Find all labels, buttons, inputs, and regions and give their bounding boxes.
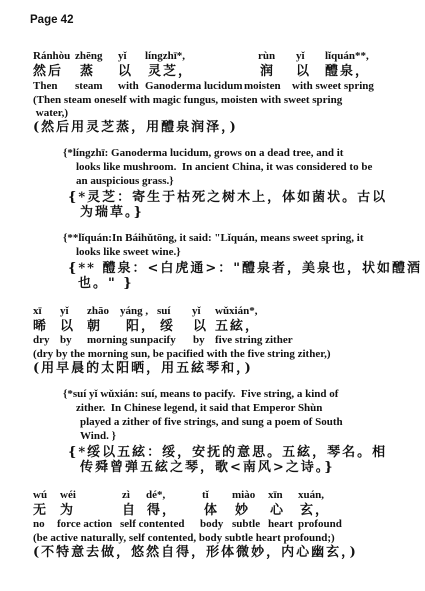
- verse-3-translation: (be active naturally, self contented, body subtle heart profound;): [33, 532, 335, 544]
- gloss-word: five string zither: [215, 334, 293, 346]
- gloss-word: morning sun: [87, 334, 147, 346]
- gloss-word: dry: [33, 334, 50, 346]
- note-1-chinese: {*灵芝：寄生于枯死之树木上，体如菌状。古以: [68, 190, 388, 205]
- verse-2-paraphrase: (用早晨的太阳晒，用五絃琴和，): [33, 361, 253, 376]
- pinyin-word: yáng ,: [120, 305, 149, 317]
- pinyin-word: yǐ: [192, 305, 201, 317]
- gloss-word: self contented: [120, 518, 185, 530]
- note-3-text: Wind. }: [80, 430, 116, 442]
- hanzi-word: 以: [193, 319, 209, 334]
- verse-1-paraphrase: (然后用灵芝蒸，用醴泉润泽，): [33, 120, 238, 135]
- hanzi-word: 为: [60, 503, 76, 518]
- gloss-word: moisten: [244, 80, 281, 92]
- gloss-word: subtle: [232, 518, 261, 530]
- hanzi-word: 心: [270, 503, 286, 518]
- hanzi-word: 得，: [147, 503, 178, 518]
- verse-1-translation: water,): [33, 107, 69, 119]
- gloss-word: by: [60, 334, 72, 346]
- verse-2-pinyin-line: [0, 305, 425, 320]
- pinyin-word: lǐquán**,: [325, 50, 369, 62]
- verse-1-hanzi-line: [0, 64, 425, 79]
- hanzi-word: 阳，: [126, 319, 157, 334]
- pinyin-word: Ránhòu: [33, 50, 71, 62]
- pinyin-word: língzhī*,: [145, 50, 186, 62]
- hanzi-word: 绥: [160, 319, 176, 334]
- pinyin-word: wéi: [60, 489, 76, 501]
- hanzi-word: 润: [260, 64, 276, 79]
- verse-1-translation: (Then steam oneself with magic fungus, moisten with sweet spring: [33, 94, 343, 106]
- hanzi-word: 无: [33, 503, 49, 518]
- verse-3-pinyin-line: [0, 489, 425, 504]
- pinyin-word: miào: [232, 489, 256, 501]
- pinyin-word: zì: [122, 489, 130, 501]
- note-2-text: {**lǐquán:In Báihǔtōng, it said: "Lǐquán, means sweet spring, it: [63, 232, 364, 244]
- gloss-word: profound: [298, 518, 342, 530]
- gloss-word: body: [200, 518, 224, 530]
- hanzi-word: 晞: [33, 319, 49, 334]
- hanzi-word: 朝: [87, 319, 103, 334]
- pinyin-word: wǔxián*,: [215, 305, 258, 317]
- note-1-chinese: 为瑞草。}: [80, 205, 144, 220]
- note-2-chinese: 也。" }: [78, 276, 134, 291]
- gloss-word: pacify: [147, 334, 176, 346]
- gloss-word: Then: [33, 80, 58, 92]
- hanzi-word: 蒸: [80, 64, 96, 79]
- hanzi-word: 醴泉，: [325, 64, 371, 79]
- pinyin-word: rùn: [258, 50, 276, 62]
- verse-1-gloss-line: [0, 80, 425, 95]
- note-3-chinese: {*绥以五絃：绥，安抚的意思。五絃，琴名。相: [68, 445, 388, 460]
- pinyin-word: dé*,: [146, 489, 166, 501]
- pinyin-word: zhēng: [75, 50, 103, 62]
- pinyin-word: yǐ: [118, 50, 127, 62]
- hanzi-word: 以: [60, 319, 76, 334]
- pinyin-word: tǐ: [202, 489, 209, 501]
- note-3-text: zither. In Chinese legend, it said that Emperor Shùn: [76, 402, 323, 414]
- note-3-text: played a zither of five strings, and sung a poem of South: [80, 416, 343, 428]
- verse-3-hanzi-line: [0, 503, 425, 518]
- verse-2-hanzi-line: [0, 319, 425, 334]
- gloss-word: steam: [75, 80, 103, 92]
- pinyin-word: wú: [33, 489, 48, 501]
- note-1-text: {*língzhī: Ganoderma lucidum, grows on a dead tree, and it: [63, 147, 344, 159]
- pinyin-word: zhāo: [87, 305, 109, 317]
- verse-1-pinyin-line: [0, 50, 425, 65]
- note-1-text: an auspicious grass.}: [76, 175, 174, 187]
- gloss-word: Ganoderma lucidum: [145, 80, 243, 92]
- verse-2-gloss-line: [0, 334, 425, 349]
- pinyin-word: yǐ: [296, 50, 305, 62]
- verse-2-translation: (dry by the morning sun, be pacified with the five string zither,): [33, 348, 331, 360]
- hanzi-word: 五絃，: [215, 319, 261, 334]
- gloss-word: by: [193, 334, 205, 346]
- note-2-chinese: {** 醴泉：<白虎通>："醴泉者，美泉也，状如醴酒: [68, 261, 423, 276]
- page-number: Page 42: [30, 14, 74, 26]
- gloss-word: heart: [268, 518, 294, 530]
- hanzi-word: 自: [122, 503, 138, 518]
- gloss-word: with sweet spring: [292, 80, 374, 92]
- hanzi-word: 玄，: [300, 503, 331, 518]
- note-3-chinese: 传舜曾弹五絃之琴，歌<南风>之诗。}: [80, 460, 335, 475]
- note-1-text: looks like mushroom. In ancient China, it was considered to be: [76, 161, 373, 173]
- gloss-word: with: [118, 80, 139, 92]
- pinyin-word: xuán,: [298, 489, 324, 501]
- hanzi-word: 以: [118, 64, 134, 79]
- pinyin-word: suí: [157, 305, 171, 317]
- hanzi-word: 妙: [235, 503, 251, 518]
- verse-3-paraphrase: (不特意去做，悠然自得，形体微妙，内心幽玄，): [33, 545, 358, 560]
- pinyin-word: yǐ: [60, 305, 69, 317]
- gloss-word: no: [33, 518, 45, 530]
- pinyin-word: xī: [33, 305, 42, 317]
- note-2-text: looks like sweet wine.}: [76, 246, 181, 258]
- verse-3-gloss-line: [0, 518, 425, 533]
- gloss-word: force action: [57, 518, 113, 530]
- hanzi-word: 以: [296, 64, 312, 79]
- pinyin-word: xīn: [268, 489, 283, 501]
- hanzi-word: 体: [204, 503, 220, 518]
- hanzi-word: 灵芝，: [148, 64, 194, 79]
- note-3-text: {*suí yǐ wǔxián: suí, means to pacify. Five string, a kind of: [63, 388, 339, 400]
- hanzi-word: 然后: [33, 64, 64, 79]
